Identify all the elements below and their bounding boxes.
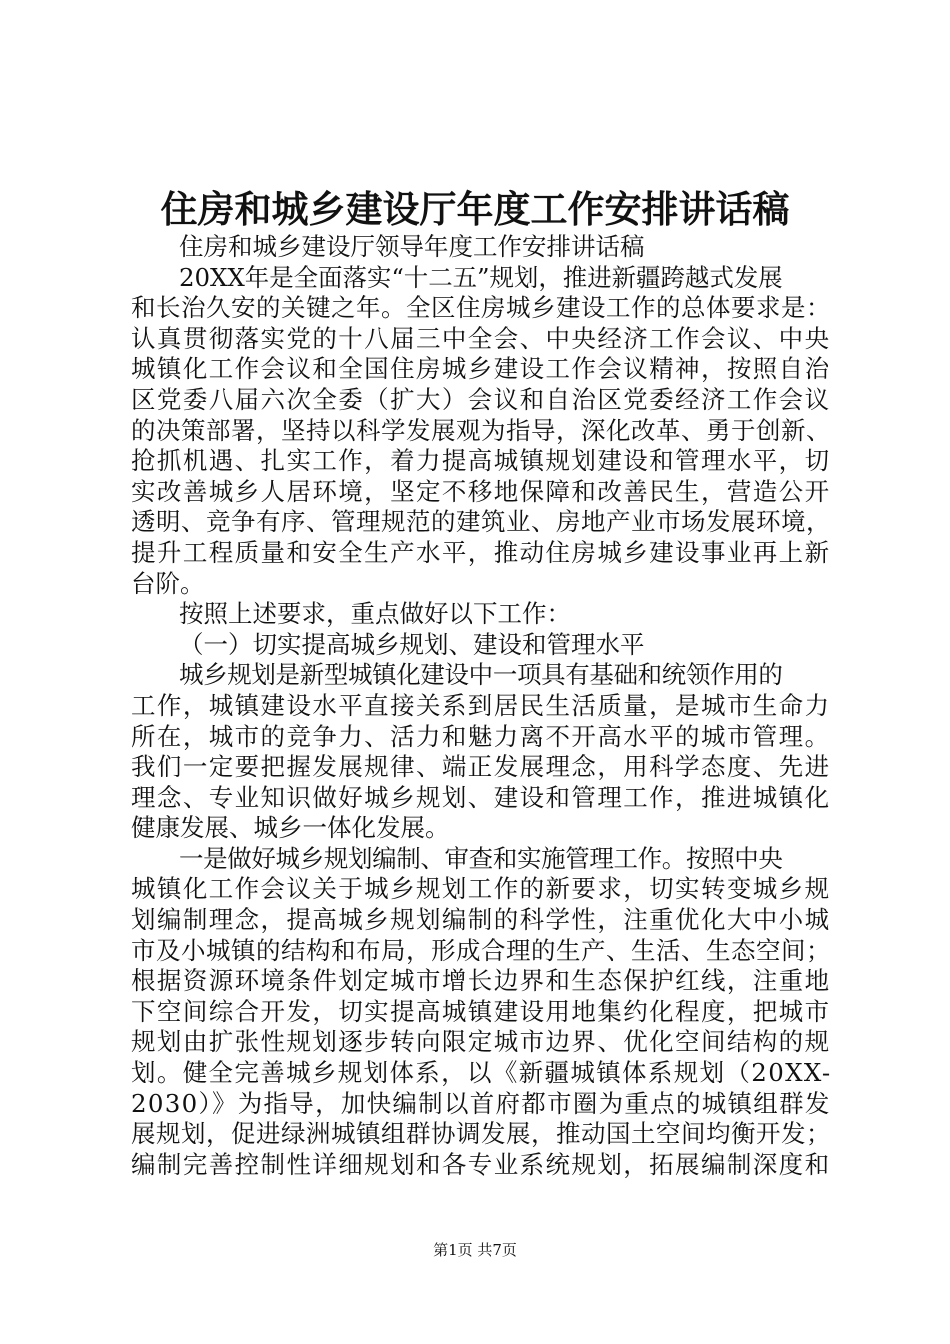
body-line: 一是做好城乡规划编制、审查和实施管理工作。按照中央	[179, 843, 783, 873]
body-line: 所在，城市的竞争力、活力和魅力离不开高水平的城市管理。	[131, 721, 831, 751]
body-line: 根据资源环境条件划定城市增长边界和生态保护红线，注重地	[131, 966, 831, 996]
body-line: 市及小城镇的结构和布局，形成合理的生产、生活、生态空间；	[131, 935, 831, 965]
body-line: 划。健全完善城乡规划体系，以《新疆城镇体系规划（20XX-	[131, 1058, 832, 1088]
body-line: （一）切实提高城乡规划、建设和管理水平	[179, 629, 645, 659]
body-line: 透明、竞争有序、管理规范的建筑业、房地产业市场发展环境，	[131, 507, 831, 537]
body-line: 实改善城乡人居环境，坚定不移地保障和改善民生，营造公开	[131, 476, 831, 506]
body-line: 规划由扩张性规划逐步转向限定城市边界、优化空间结构的规	[131, 1027, 831, 1057]
body-line: 展规划，促进绿洲城镇组群协调发展，推动国土空间均衡开发；	[131, 1119, 831, 1149]
body-line: 20XX年是全面落实“十二五”规划，推进新疆跨越式发展	[179, 262, 783, 292]
body-line: 和长治久安的关键之年。全区住房城乡建设工作的总体要求是：	[131, 293, 831, 323]
document-body	[131, 232, 831, 1180]
body-line: 住房和城乡建设厅领导年度工作安排讲话稿	[179, 232, 645, 261]
body-line: 抢抓机遇、扎实工作，着力提高城镇规划建设和管理水平，切	[131, 446, 831, 476]
body-line: 提升工程质量和安全生产水平，推动住房城乡建设事业再上新	[131, 537, 831, 567]
body-line: 划编制理念，提高城乡规划编制的科学性，注重优化大中小城	[131, 905, 831, 935]
body-line: 城乡规划是新型城镇化建设中一项具有基础和统领作用的	[179, 660, 783, 690]
document-title: 住房和城乡建设厅年度工作安排讲话稿	[160, 187, 790, 231]
body-line: 理念、专业知识做好城乡规划、建设和管理工作，推进城镇化	[131, 782, 831, 812]
body-line: 城镇化工作会议和全国住房城乡建设工作会议精神，按照自治	[131, 354, 831, 384]
body-line: 工作，城镇建设水平直接关系到居民生活质量，是城市生命力	[131, 690, 831, 720]
body-line: 健康发展、城乡一体化发展。	[131, 813, 450, 843]
body-line: 城镇化工作会议关于城乡规划工作的新要求，切实转变城乡规	[131, 874, 831, 904]
body-line: 2030）》为指导，加快编制以首府都市圈为重点的城镇组群发	[131, 1088, 831, 1118]
page-footer: 第1页 共7页	[433, 1241, 517, 1259]
body-line: 下空间综合开发，切实提高城镇建设用地集约化程度，把城市	[131, 996, 831, 1026]
body-line: 编制完善控制性详细规划和各专业系统规划，拓展编制深度和	[131, 1149, 831, 1179]
body-line: 的决策部署，坚持以科学发展观为指导，深化改革、勇于创新、	[131, 415, 831, 445]
body-line: 我们一定要把握发展规律、端正发展理念，用科学态度、先进	[131, 752, 831, 782]
body-line: 认真贯彻落实党的十八届三中全会、中央经济工作会议、中央	[131, 323, 831, 353]
body-line: 按照上述要求，重点做好以下工作：	[179, 599, 571, 629]
body-line: 台阶。	[131, 568, 205, 598]
body-line: 区党委八届六次全委（扩大）会议和自治区党委经济工作会议	[131, 384, 831, 414]
